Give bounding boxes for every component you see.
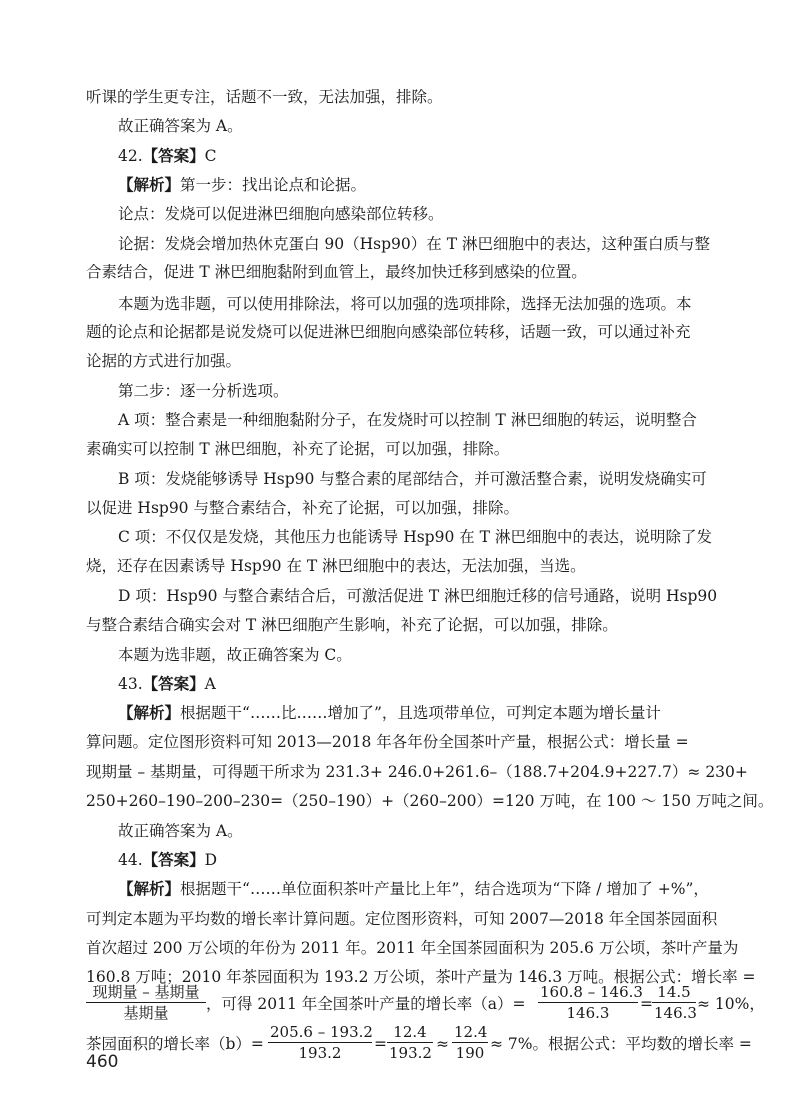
fraction-denominator: 146.3 bbox=[566, 1004, 610, 1022]
analysis-tag: 【解析】 bbox=[118, 175, 181, 194]
equals-sign: = bbox=[374, 1035, 387, 1053]
page-number: 460 bbox=[86, 1052, 119, 1072]
text-line: 烧，还存在因素诱导 Hsp90 在 T 淋巴细胞中的表达，无法加强，当选。 bbox=[86, 557, 586, 575]
fraction-denominator: 193.2 bbox=[389, 1044, 432, 1062]
text-line: 本题为选非题，可以使用排除法，将可以加强的选项排除，选择无法加强的选项。本 bbox=[118, 295, 692, 313]
fraction-numerator: 12.4 bbox=[454, 1023, 488, 1041]
fraction-denominator: 基期量 bbox=[123, 1004, 169, 1022]
analysis-text: 根据题干“……单位面积茶叶产量比上年”，结合选项为“下降 / 增加了 +%”， bbox=[180, 880, 709, 898]
fraction-denominator: 146.3 bbox=[654, 1004, 697, 1022]
analysis-text: 第一步：找出论点和论据。 bbox=[180, 176, 367, 194]
text-line: 素确实可以控制 T 淋巴细胞，补充了论据，可以加强，排除。 bbox=[86, 440, 510, 458]
question-number: 42. bbox=[118, 147, 143, 165]
fraction-numerator: 现期量 – 基期量 bbox=[86, 982, 206, 1003]
answer-tag: 【答案】 bbox=[142, 674, 205, 693]
answer-heading-44 bbox=[118, 847, 800, 873]
text-line: 可判定本题为平均数的增长率计算问题。定位图形资料，可知 2007—2018 年全国茶园面积 bbox=[86, 910, 718, 928]
fraction-garden-area-b bbox=[387, 1022, 433, 1063]
fraction-tea-output-a bbox=[538, 982, 643, 1023]
formula-text: ≈ 10%， bbox=[697, 995, 765, 1013]
answer-heading-42 bbox=[118, 143, 800, 169]
analysis-tag: 【解析】 bbox=[118, 703, 181, 722]
approx-sign: ≈ bbox=[436, 1035, 449, 1053]
fraction-denominator: 190 bbox=[455, 1044, 485, 1062]
text-line: 论据的方式进行加强。 bbox=[86, 352, 242, 370]
text-line: 250+260–190–200–230=（250–190）+（260–200）=120 万吨，在 100 ～ 150 万吨之间。 bbox=[86, 792, 774, 810]
answer-letter: C bbox=[204, 147, 217, 165]
text-line: A 项：整合素是一种细胞黏附分子，在发烧时可以控制 T 淋巴细胞的转运，说明整合 bbox=[118, 411, 697, 429]
text-line: 故正确答案为 A。 bbox=[118, 117, 243, 135]
fraction-tea-output-b bbox=[652, 982, 696, 1023]
equals-sign: = bbox=[640, 995, 653, 1013]
text-line: 论点：发烧可以促进淋巴细胞向感染部位转移。 bbox=[118, 205, 444, 223]
text-line: 以促进 Hsp90 与整合素结合，补充了论据，可以加强，排除。 bbox=[86, 499, 519, 517]
text-line: 论据：发烧会增加热休克蛋白 90（Hsp90）在 T 淋巴细胞中的表达，这种蛋白质与整 bbox=[118, 235, 710, 253]
text-line: 本题为选非题，故正确答案为 C。 bbox=[118, 646, 352, 664]
fraction-growth-rate-formula bbox=[86, 982, 206, 1023]
answer-tag: 【答案】 bbox=[142, 850, 205, 869]
text-line: 合素结合，促进 T 淋巴细胞黏附到血管上，最终加快迁移到感染的位置。 bbox=[86, 263, 587, 281]
text-line: 听课的学生更专注，话题不一致，无法加强，排除。 bbox=[86, 88, 443, 106]
fraction-garden-area-a bbox=[268, 1022, 372, 1063]
text-line: 算问题。定位图形资料可知 2013—2018 年各年份全国茶叶产量，根据公式：增长量 = bbox=[86, 733, 689, 751]
analysis-text: 根据题干“……比……增加了”，且选项带单位，可判定本题为增长量计 bbox=[180, 704, 661, 722]
text-line: C 项：不仅仅是发烧，其他压力也能诱导 Hsp90 在 T 淋巴细胞中的表达，说明除了发 bbox=[118, 528, 712, 546]
text-line: 题的论点和论据都是说发烧可以促进淋巴细胞向感染部位转移，话题一致，可以通过补充 bbox=[86, 323, 691, 341]
question-number: 43. bbox=[118, 675, 143, 693]
analysis-line bbox=[118, 876, 800, 902]
formula-text: ≈ 7%。根据公式：平均数的增长率 = bbox=[490, 1035, 752, 1053]
formula-text: 茶园面积的增长率（b）= bbox=[86, 1035, 264, 1053]
answer-letter: A bbox=[204, 675, 216, 693]
formula-text: ，可得 2011 年全国茶叶产量的增长率（a）= bbox=[206, 995, 526, 1013]
text-line: 现期量 – 基期量，可得题干所求为 231.3+ 246.0+261.6–（188.7+204.9+227.7）≈ 230+ bbox=[86, 763, 748, 781]
answer-letter: D bbox=[204, 851, 218, 869]
analysis-tag: 【解析】 bbox=[118, 879, 181, 898]
text-line: B 项：发烧能够诱导 Hsp90 与整合素的尾部结合，并可激活整合素，说明发烧确实可 bbox=[118, 470, 707, 488]
analysis-line bbox=[118, 700, 800, 726]
answer-heading-43 bbox=[118, 671, 800, 697]
fraction-numerator: 205.6 – 193.2 bbox=[270, 1023, 373, 1041]
text-line: 160.8 万吨；2010 年茶园面积为 193.2 万公顷，茶叶产量为 146.3 万吨。根据公式：增长率 = bbox=[86, 968, 756, 986]
text-line: D 项：Hsp90 与整合素结合后，可激活促进 T 淋巴细胞迁移的信号通路，说明 Hsp90 bbox=[118, 587, 718, 605]
fraction-numerator: 14.5 bbox=[652, 982, 696, 1003]
text-line: 与整合素结合确实会对 T 淋巴细胞产生影响，补充了论据，可以加强，排除。 bbox=[86, 616, 618, 634]
text-line: 故正确答案为 A。 bbox=[118, 822, 243, 840]
answer-tag: 【答案】 bbox=[142, 146, 205, 165]
fraction-garden-area-c bbox=[452, 1022, 488, 1063]
text-line: 首次超过 200 万公顷的年份为 2011 年。2011 年全国茶园面积为 205.6 万公顷，茶叶产量为 bbox=[86, 939, 739, 957]
text-line: 第二步：逐一分析选项。 bbox=[118, 382, 289, 400]
fraction-numerator: 12.4 bbox=[387, 1022, 433, 1043]
fraction-denominator: 193.2 bbox=[298, 1044, 342, 1062]
question-number: 44. bbox=[118, 851, 143, 869]
analysis-line bbox=[118, 172, 800, 198]
fraction-numerator: 160.8 – 146.3 bbox=[540, 983, 643, 1001]
